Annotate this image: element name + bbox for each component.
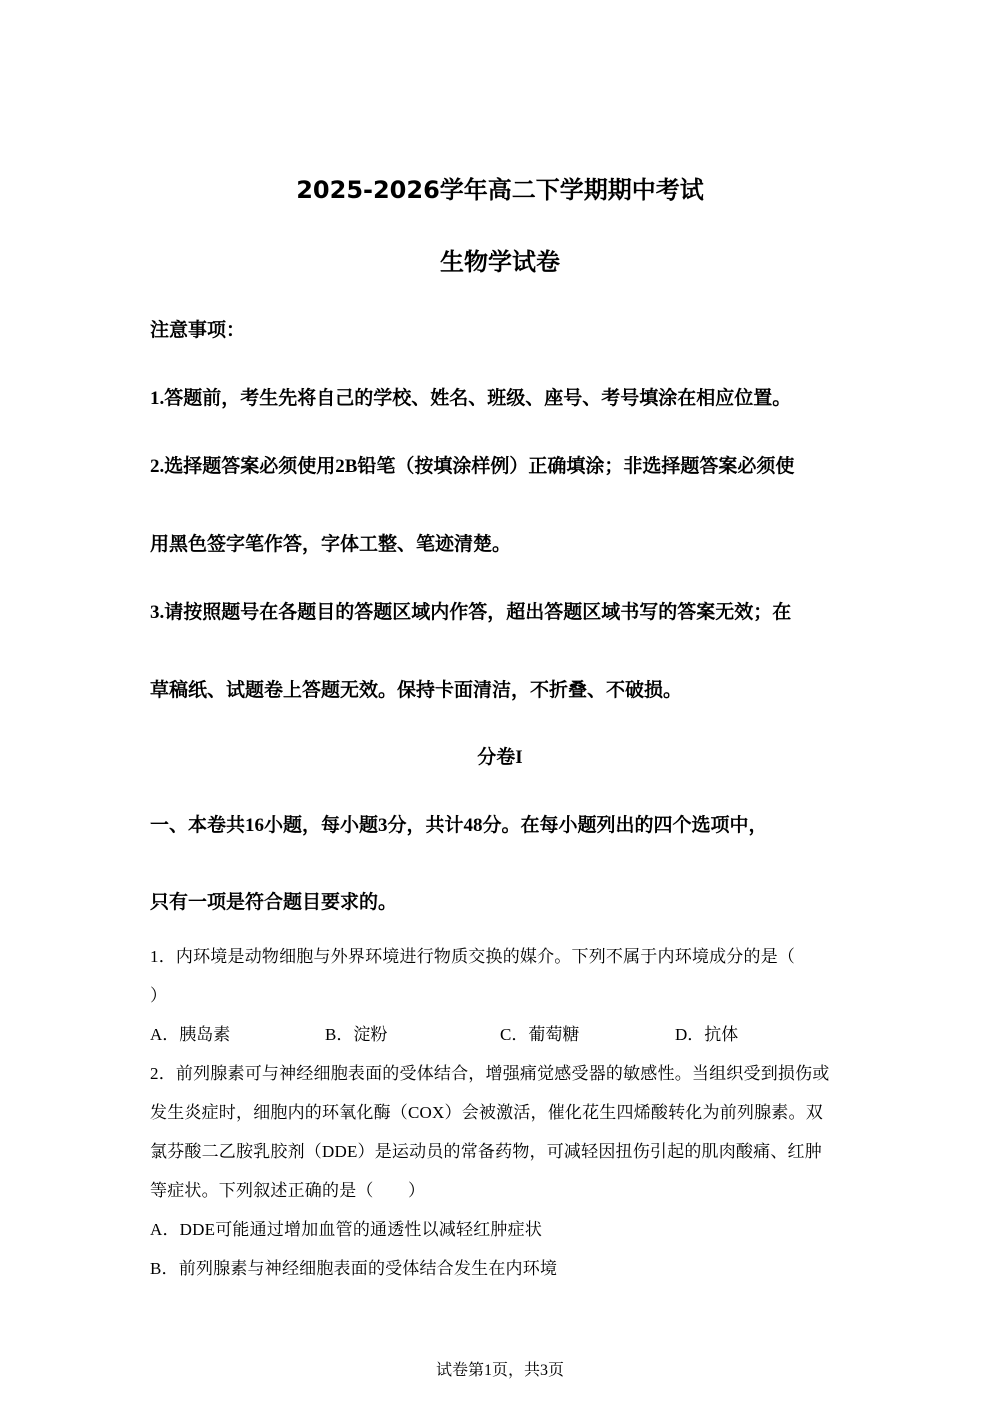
notice-item-3-line-1: 3.请按照题号在各题目的答题区域内作答，超出答题区域书写的答案无效；在 bbox=[150, 602, 792, 623]
section-intro-line-2: 只有一项是符合题目要求的。 bbox=[150, 892, 398, 913]
question-2-stem-line-3: 氯芬酸二乙胺乳胶剂（DDE）是运动员的常备药物，可减轻因扭伤引起的肌肉酸痛、红肿 bbox=[150, 1142, 822, 1161]
notice-heading: 注意事项： bbox=[150, 320, 246, 341]
exam-title: 2025-2026学年高二下学期期中考试 bbox=[296, 176, 704, 204]
question-1-stem-line-2: ） bbox=[150, 986, 168, 1005]
question-1-option-d: D．抗体 bbox=[675, 1025, 739, 1044]
exam-subtitle: 生物学试卷 bbox=[440, 248, 560, 276]
question-1-option-b: B．淀粉 bbox=[325, 1025, 388, 1044]
section-intro-line-1: 一、本卷共16小题，每小题3分，共计48分。在每小题列出的四个选项中， bbox=[150, 815, 768, 836]
page-footer: 试卷第1页，共3页 bbox=[435, 1362, 564, 1379]
question-2-stem-line-1: 2．前列腺素可与神经细胞表面的受体结合，增强痛觉感受器的敏感性。当组织受到损伤或 bbox=[150, 1064, 830, 1083]
question-2-option-b: B．前列腺素与神经细胞表面的受体结合发生在内环境 bbox=[150, 1259, 558, 1278]
question-1-stem-line-1: 1．内环境是动物细胞与外界环境进行物质交换的媒介。下列不属于内环境成分的是（ bbox=[150, 947, 796, 966]
notice-item-2-line-2: 用黑色签字笔作答，字体工整、笔迹清楚。 bbox=[150, 534, 512, 555]
question-2-stem-line-2: 发生炎症时，细胞内的环氧化酶（COX）会被激活，催化花生四烯酸转化为前列腺素。双 bbox=[150, 1103, 823, 1122]
notice-item-1: 1.答题前，考生先将自己的学校、姓名、班级、座号、考号填涂在相应位置。 bbox=[150, 388, 792, 409]
question-1-option-c: C．葡萄糖 bbox=[500, 1025, 580, 1044]
section-label: 分卷I bbox=[477, 747, 523, 768]
question-2-option-a: A．DDE可能通过增加血管的通透性以减轻红肿症状 bbox=[150, 1220, 543, 1239]
notice-item-3-line-2: 草稿纸、试题卷上答题无效。保持卡面清洁，不折叠、不破损。 bbox=[150, 680, 683, 701]
notice-item-2-line-1: 2.选择题答案必须使用2B铅笔（按填涂样例）正确填涂；非选择题答案必须使 bbox=[150, 456, 795, 477]
question-1-option-a: A．胰岛素 bbox=[150, 1025, 231, 1044]
question-2-stem-line-4: 等症状。下列叙述正确的是（ ） bbox=[150, 1181, 426, 1200]
